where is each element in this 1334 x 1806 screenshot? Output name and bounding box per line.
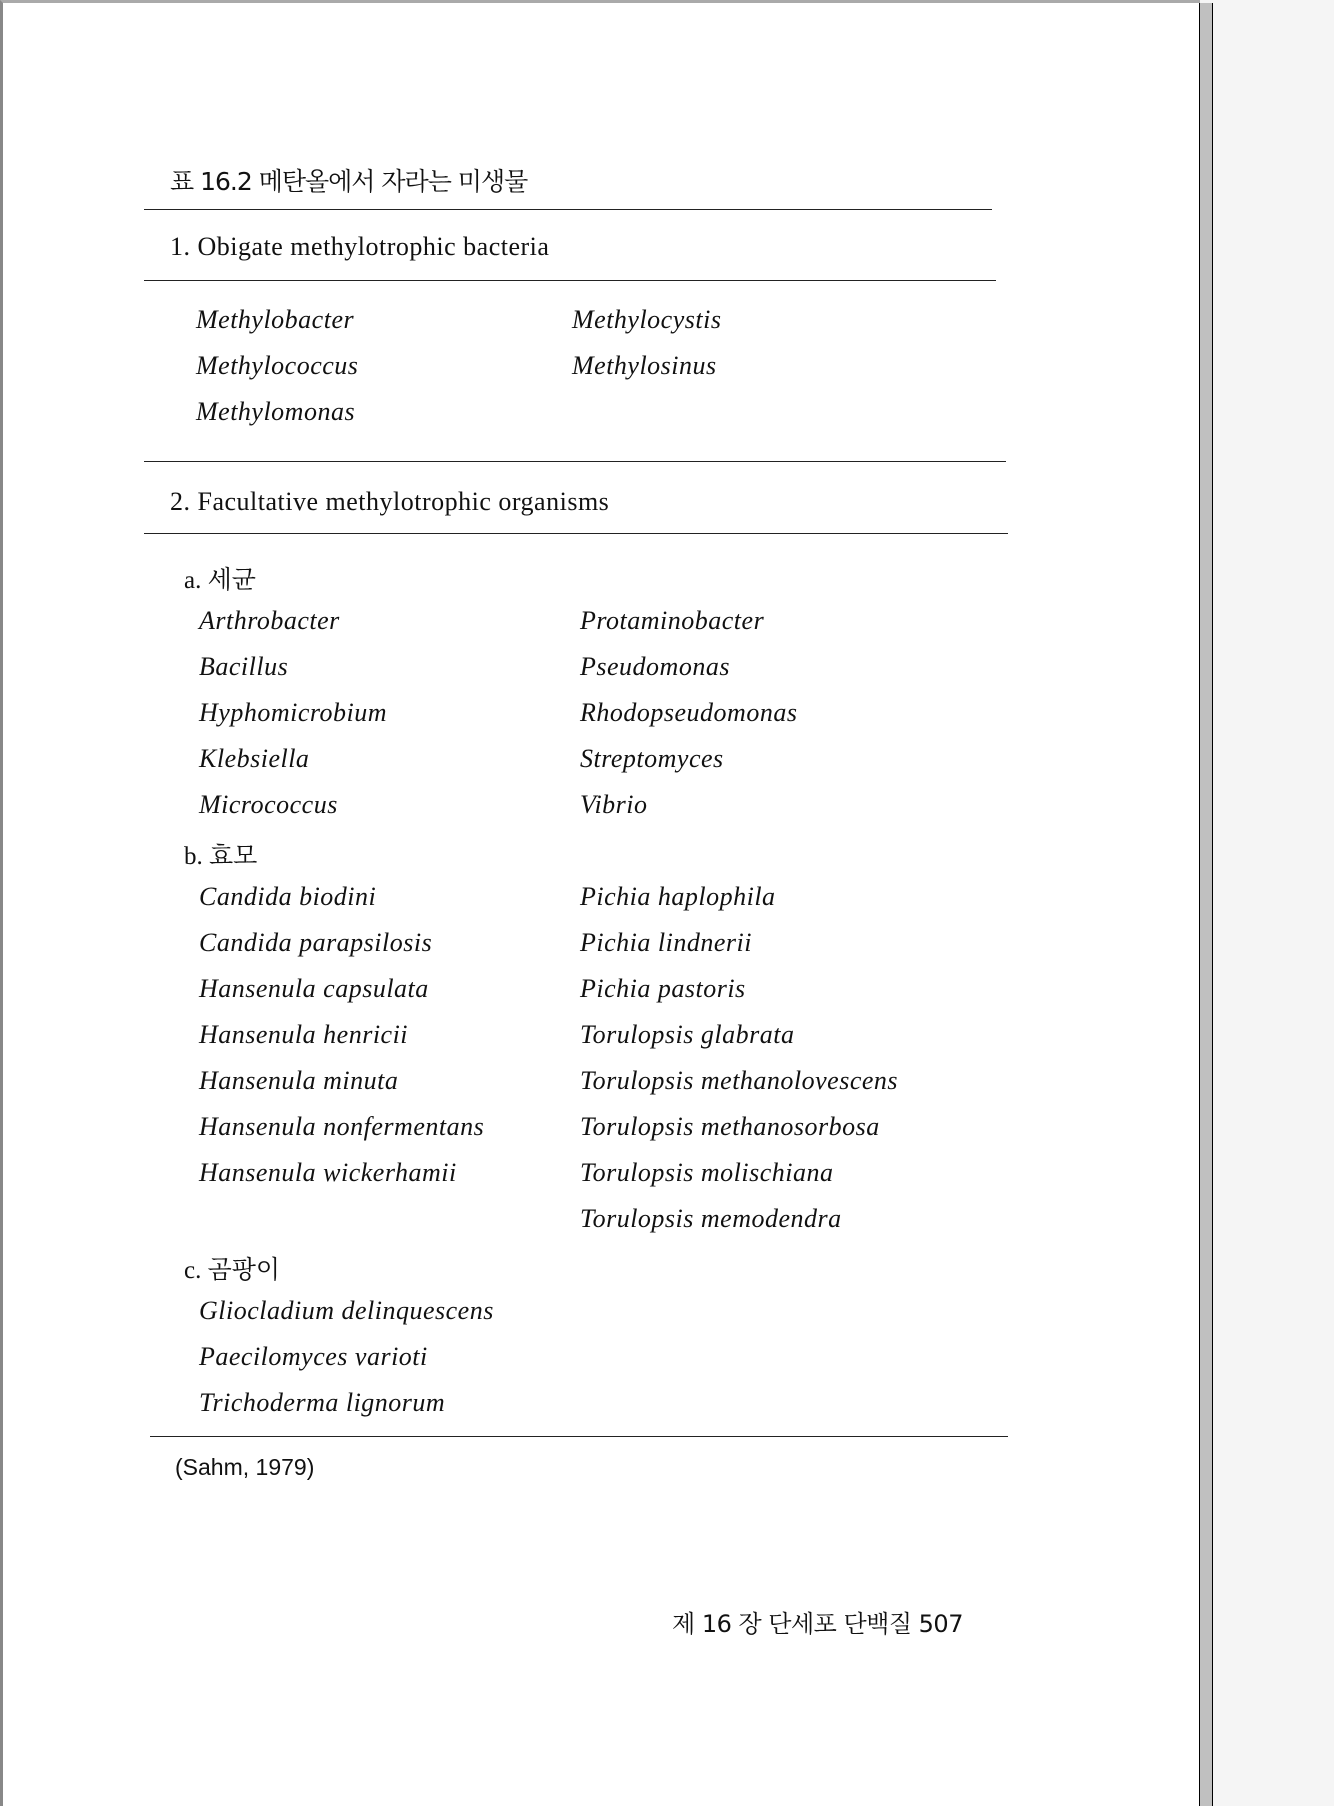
organism-name: Candida biodini [199, 882, 377, 911]
organism-name: Pichia pastoris [580, 974, 746, 1003]
organism-name: Torulopsis molischiana [580, 1158, 834, 1187]
organism-name: Rhodopseudomonas [580, 698, 798, 727]
table-title: 표 16.2 메탄올에서 자라는 미생물 [170, 167, 528, 196]
organism-name: Arthrobacter [199, 606, 340, 635]
organism-name: Torulopsis methanolovescens [580, 1066, 899, 1095]
rule [144, 461, 1006, 462]
organism-name: Methylomonas [196, 397, 356, 426]
page-edge [1199, 3, 1213, 1806]
organism-name: Torulopsis memodendra [580, 1204, 842, 1233]
organism-name: Hansenula minuta [199, 1066, 399, 1095]
organism-name: Hansenula henricii [199, 1020, 409, 1049]
subsection-mold-label: c. 곰팡이 [184, 1257, 281, 1284]
section1-heading: 1. Obigate methylotrophic bacteria [170, 232, 550, 261]
organism-name: Hansenula nonfermentans [199, 1112, 485, 1141]
source-citation: (Sahm, 1979) [175, 1454, 315, 1480]
organism-name: Methylocystis [572, 305, 722, 334]
organism-name: Torulopsis methanosorbosa [580, 1112, 880, 1141]
organism-name: Gliocladium delinquescens [199, 1296, 494, 1325]
rule-bottom [150, 1436, 1008, 1437]
rule-top [144, 209, 992, 210]
organism-name: Pseudomonas [580, 652, 730, 681]
organism-name: Vibrio [580, 790, 648, 819]
rule [144, 280, 996, 281]
organism-name: Streptomyces [580, 744, 724, 773]
organism-name: Torulopsis glabrata [580, 1020, 795, 1049]
rule [144, 533, 1008, 534]
section2-heading: 2. Facultative methylotrophic organisms [170, 487, 610, 516]
organism-name: Hyphomicrobium [199, 698, 388, 727]
organism-name: Trichoderma lignorum [199, 1388, 446, 1417]
organism-name: Pichia lindnerii [580, 928, 752, 957]
organism-name: Methylosinus [572, 351, 717, 380]
organism-name: Paecilomyces varioti [199, 1342, 428, 1371]
subsection-yeast-label: b. 효모 [184, 843, 258, 870]
organism-name: Pichia haplophila [580, 882, 776, 911]
organism-name: Micrococcus [199, 790, 338, 819]
page-footer: 제 16 장 단세포 단백질 507 [672, 1610, 963, 1638]
organism-name: Methylococcus [196, 351, 359, 380]
organism-name: Bacillus [199, 652, 289, 681]
organism-name: Candida parapsilosis [199, 928, 433, 957]
subsection-bacteria-label: a. 세균 [184, 567, 256, 594]
organism-name: Protaminobacter [580, 606, 765, 635]
organism-name: Klebsiella [199, 744, 310, 773]
organism-name: Hansenula capsulata [199, 974, 429, 1003]
organism-name: Methylobacter [196, 305, 355, 334]
organism-name: Hansenula wickerhamii [199, 1158, 457, 1187]
